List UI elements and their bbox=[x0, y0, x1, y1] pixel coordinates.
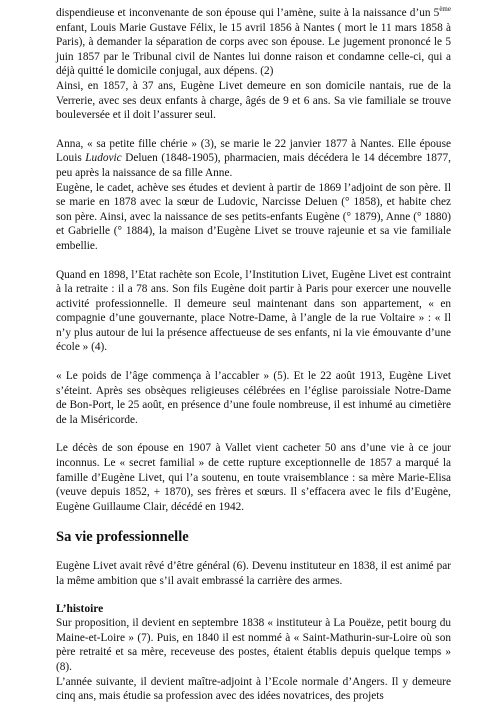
paragraph-la-poueze: Sur proposition, il devient en septembre 1838 « instituteur à La Pouëze, petit bourg du Maine-et-Loire » (7). Puis, en 1840 il est nommé à « Saint-Mathurin-sur-Loire où son père retraité et sa mère, receveuse des postes, étaient établis depuis quelque temps » (8). bbox=[56, 617, 451, 673]
paragraph-angers: L’année suivante, il devient maître-adjoint à l’Ecole normale d’Angers. Il y demeure cinq ans, mais étudie sa profession avec des idées novatrices, des projets bbox=[56, 675, 451, 703]
paragraph-retraite: Quand en 1898, l’Etat rachète son Ecole, l’Institution Livet, Eugène Livet est contraint à la retraite : il a 78 ans. Son fils Eugène doit partir à Paris pour exercer une nouvelle activité professionnelle. Il demeure seul maintenant dans son appartement, « en compagnie d’une gouvernante, place Notre-Dame, à l’angle de la rue Voltaire » : « Il n’y plus autour de lui la présence affectueuse de ses enfants, ni la vie émouvante d’une école » (4). bbox=[56, 268, 451, 354]
paragraph-eugene-cadet: Eugène, le cadet, achève ses études et devient à partir de 1869 l’adjoint de son père. Il se marie en 1878 avec la sœur de Ludovic, Narcisse Deluen (° 1858), et habite chez son père. Ainsi, avec la naissance de ses petits-enfants Eugène (° 1879), Anne (° 1880) et Gabrielle (° 1884), la maison d’Eugène Livet se trouve rajeunie et sa vie familiale embellie. bbox=[56, 181, 451, 252]
italic-name: Ludovic bbox=[85, 152, 122, 165]
paragraph-deces: « Le poids de l’âge commença à l’accabler » (5). Et le 22 août 1913, Eugène Livet s’éteint. Après ses obsèques religieuses célébrées en l’église paroissiale Notre-Dame de Bon-Port, le 25 août, en présence d’une foule nombreuse, il est inhumé au cimetière de la Miséricorde. bbox=[56, 370, 451, 426]
subheading: L’histoire bbox=[56, 602, 104, 615]
paragraph-anna: Anna, « sa petite fille chérie » (3), se marie le 22 janvier 1877 à Nantes. Elle épouse Louis Ludovic Deluen (1848-1905), pharmacien, mais décédera le 14 décembre 1877, peu après la naissance de sa fille Anne. bbox=[56, 137, 452, 179]
paragraph-separation: dispendieuse et inconvenante de son épouse qui l’amène, suite à la naissance d’un 5ème enfant, Louis Marie Gustave Félix, le 15 avril 1856 à Nantes ( mort le 11 mars 1858 à Paris), à demander la séparation de corps avec son épouse. Le jugement prononcé le 5 juin 1857 par le Tribunal civil de Nantes lui donne raison et condamne celle-ci, qui a déjà quitté le domicile conjugal, aux dépens. (2) bbox=[56, 5, 451, 78]
section-title: Sa vie professionnelle bbox=[56, 529, 189, 546]
superscript: ème bbox=[439, 5, 451, 14]
paragraph-ambition: Eugène Livet avait rêvé d’être général (6). Devenu instituteur en 1838, il est animé par la même ambition que s’il avait embrassé la carrière des armes. bbox=[56, 560, 451, 587]
paragraph-secret-familial: Le décès de son épouse en 1907 à Vallet vient cacheter 50 ans d’une vie à ce jour inconnus. Le « secret familial » de cette rupture exceptionnelle de 1857 a marqué la famille d’Eugène Livet, qui l’a soutenu, en toute vraisemblance : sa mère Marie-Elisa (veuve depuis 1852, + 1870), ses frères et sœurs. Il s’effacera avec le fils d’Eugène, Eugène Guillaume Clair, décédé en 1942. bbox=[56, 442, 451, 513]
paragraph-1857: Ainsi, en 1857, à 37 ans, Eugène Livet demeure en son domicile nantais, rue de la Verrerie, avec ses deux enfants à charge, âgés de 9 et 6 ans. Sa vie familiale se trouve bouleversée et il doit l’assurer seul. bbox=[56, 79, 451, 122]
